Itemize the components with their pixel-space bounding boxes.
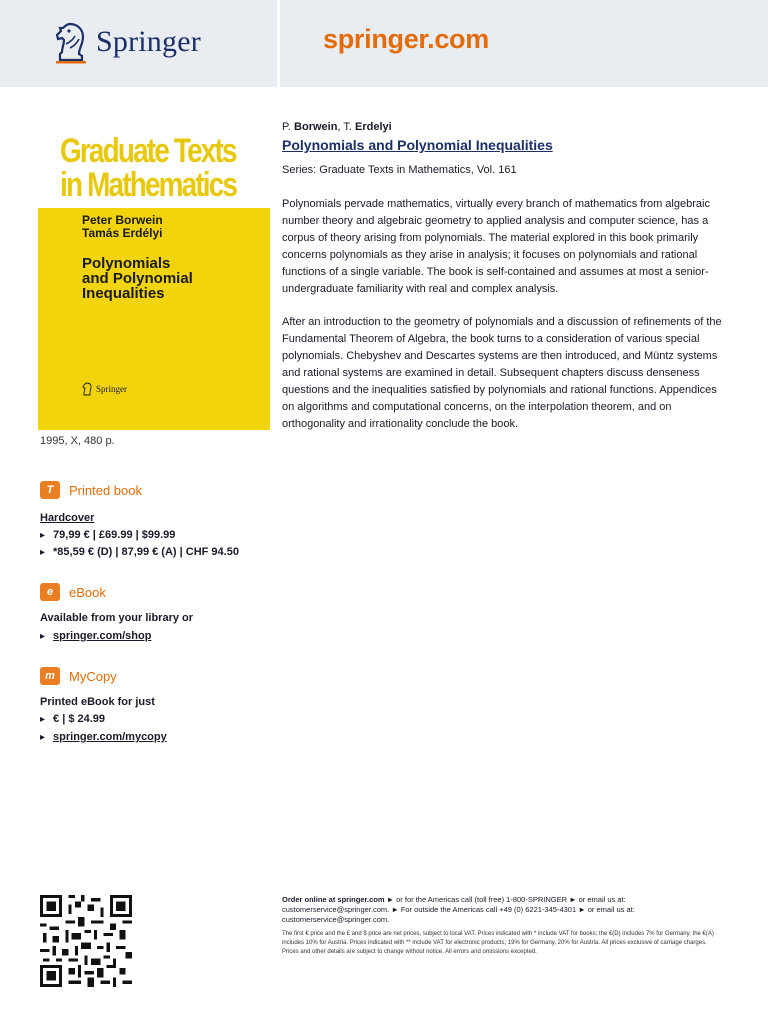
cover-title-line1: Polynomials <box>82 255 171 272</box>
book-series: Series: Graduate Texts in Mathematics, Vol. 161 <box>282 164 517 176</box>
mycopy-text: Printed eBook for just <box>40 696 155 708</box>
author-1-initial: P. <box>282 121 291 133</box>
mycopy-price: ▸ € | $ 24.99 <box>40 713 105 725</box>
cover-series-title <box>60 132 237 204</box>
ebook-header <box>40 583 106 601</box>
mycopy-link-item <box>40 731 167 743</box>
ebook-availability: Available from your library or <box>40 612 194 624</box>
author-2-initial: T. <box>343 121 352 133</box>
ebook-shop-item <box>40 630 151 642</box>
author-separator: , <box>337 121 344 133</box>
ebook-title: eBook <box>69 584 106 600</box>
cover-author-2: Tamás Erdélyi <box>82 226 163 240</box>
printed-book-title: Printed book <box>69 482 142 498</box>
chess-knight-icon <box>52 20 90 64</box>
book-pages-info: 1995, X, 480 p. <box>40 435 115 447</box>
mycopy-header <box>40 667 117 685</box>
footer-fine-print: The first € price and the £ and $ price are net prices, subject to local VAT. Prices indicated with * include VAT for books; the €(D) includes 7% for Germany, the €(A) includes 10% for Austria. Prices indicated with ** include VAT for electronic products; 19% for Germany, 20% for Austria. All prices exclusive of carriage charges. Prices and other details are subject to change without notice. All errors and omissions excepted. <box>282 931 714 955</box>
description-paragraph-2: After an introduction to the geometry of polynomials and a discussion of refinements of the Fundamental Theorem of Algebra, the book turns to a consideration of various special polynomials. Chebyshev and Descartes systems are then introduced, and Müntz systems and rational systems are examined in detail. Subsequent chapters discuss denseness questions and the inequalities satisfied by polynomials and rational functions. Appendices on algorithms and computational concerns, on the interpolation theorem, and on orthogonality and irrationality conclude the book. <box>282 316 722 430</box>
author-2-name[interactable]: Erdelyi <box>355 121 392 133</box>
book-title-link[interactable]: Polynomials and Polynomial Inequalities <box>282 137 553 153</box>
order-contact-text: ► or for the Americas call (toll free) 1-800-SPRINGER ► or email us at: customerservice@springer.com. ► For outside the Americas call +49 (0) 6221-345-4301 ► or email us at: customerservice@springer.com. <box>282 895 635 924</box>
site-url-link[interactable]: springer.com <box>323 24 489 54</box>
mycopy-title: MyCopy <box>69 668 117 684</box>
springer-logo[interactable] <box>52 20 201 64</box>
book-cover <box>38 122 270 430</box>
cover-publisher <box>82 382 127 396</box>
author-1-name[interactable]: Borwein <box>294 121 338 133</box>
mycopy-link[interactable]: springer.com/mycopy <box>53 731 167 743</box>
printed-book-icon: T <box>40 481 60 499</box>
price-line-1: ▸ 79,99 € | £69.99 | $99.99 <box>40 529 175 541</box>
header-brand-panel <box>0 0 277 87</box>
price-line-2: ▸ *85,59 € (D) | 87,99 € (A) | CHF 94.50 <box>40 546 239 558</box>
cover-header <box>38 122 270 208</box>
cover-title-line2: and Polynomial <box>82 270 193 287</box>
cover-series-line1: Graduate Texts <box>60 132 236 170</box>
mycopy-icon: m <box>40 667 60 685</box>
qr-code-icon[interactable] <box>40 895 132 987</box>
cover-series-line2: in Mathematics <box>60 166 237 204</box>
printed-book-header <box>40 481 142 499</box>
chess-knight-icon <box>82 382 92 396</box>
hardcover-link[interactable]: Hardcover <box>40 512 95 524</box>
shop-link[interactable]: springer.com/shop <box>53 630 152 642</box>
cover-authors <box>82 214 163 240</box>
description-paragraph-1: Polynomials pervade mathematics, virtually every branch of mathematics from algebraic number theory and algebraic geometry to applied analysis and computer science, has a corpus of theory arising from polynomials. The material explored in this book primarily concerns polynomials as they arise in analysis; it focuses on polynomials and rational functions of a single variable. The book is self-contained and assumes at most a senior-undergraduate familiarity with real and complex analysis. <box>282 198 710 295</box>
brand-name: Springer <box>96 25 201 58</box>
cover-title <box>82 256 262 301</box>
book-authors <box>282 121 392 133</box>
cover-publisher-name: Springer <box>96 384 127 394</box>
ebook-icon: e <box>40 583 60 601</box>
order-online-link[interactable]: Order online at springer.com <box>282 895 385 904</box>
cover-title-line3: Inequalities <box>82 285 165 302</box>
cover-author-1: Peter Borwein <box>82 213 163 227</box>
footer-order-info <box>282 895 722 925</box>
